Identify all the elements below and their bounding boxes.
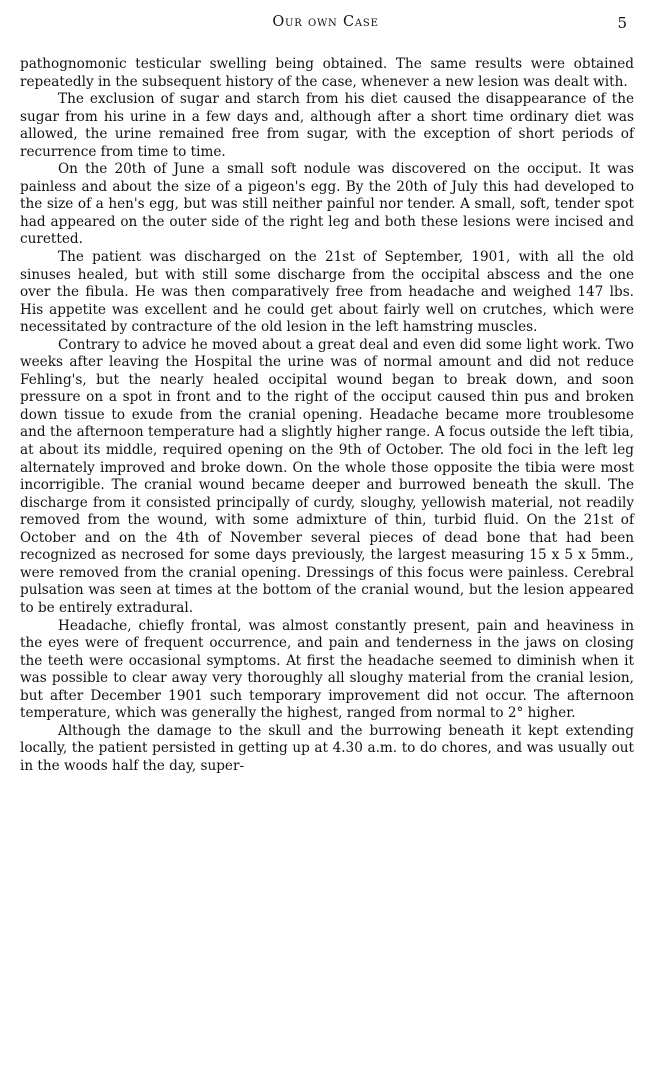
paragraph-diet: The exclusion of sugar and starch from his diet caused the disappearance of the sugar from his urine in a few days and, although after a short time ordinary diet was allowed, the urine remained free from sugar, with the exception of short periods of recurrence from time to time. (20, 91, 634, 160)
paragraph-occiput-nodule: On the 20th of June a small soft nodule was discovered on the occiput. It was painless and about the size of a pigeon's egg. By the 20th of July this had developed to the size of a hen's egg, but was still neither painful nor tender. A small, soft, tender spot had appeared on the outer side of the right leg and both these lesions were incised and curetted. (20, 161, 634, 248)
running-header (18, 14, 633, 38)
paragraph-discharge: The patient was discharged on the 21st of September, 1901, with all the old sinuses healed, but with still some discharge from the occipital abscess and the one over the fibula. He was then comparatively free from headache and weighed 147 lbs. His appetite was excellent and he could get about fairly well on crutches, which were necessitated by contracture of the old lesion in the left hamstring muscles. (20, 249, 634, 336)
page-number: 5 (617, 14, 627, 32)
running-title: Our own Case (272, 14, 379, 30)
paragraph-skull-damage: Although the damage to the skull and the burrowing beneath it kept extending locally, the patient persisted in getting up at 4.30 a.m. to do chores, and was usually out in the woods half the day, super- (20, 722, 634, 774)
body-text (20, 56, 634, 775)
paragraph-headache: Headache, chiefly frontal, was almost constantly present, pain and heaviness in the eyes were of frequent occurrence, and pain and tenderness in the jaws on closing the teeth were occasional symptoms. At first the headache seemed to diminish when it was possible to clear away very thoroughly all sloughy material from the cranial lesion, but after December 1901 such temporary improvement did not occur. The afternoon temperature, which was generally the highest, ranged from normal to 2° higher. (20, 617, 634, 722)
paragraph-continued: pathognomonic testicular swelling being obtained. The same results were obtained repeatedly in the subsequent history of the case, whenever a new lesion was dealt with. (20, 56, 634, 90)
paragraph-cranial-wound: Contrary to advice he moved about a great deal and even did some light work. Two weeks after leaving the Hospital the urine was of normal amount and did not reduce Fehling's, but the nearly healed occipital wound began to break down, and soon pressure on a spot in front and to the right of the occiput caused thin pus and broken down tissue to exude from the cranial opening. Headache became more troublesome and the afternoon temperature had a slightly higher range. A focus outside the left tibia, at about its middle, required opening on the 9th of October. The old foci in the left leg alternately improved and broke down. On the whole those opposite the tibia were most incorrigible. The cranial wound became deeper and burrowed beneath the skull. The discharge from it consisted principally of curdy, sloughy, yellowish material, not readily removed from the wound, with some admixture of thin, turbid fluid. On the 21st of October and on the 4th of November several pieces of dead bone that had been recognized as necrosed for some days previously, the largest measuring 15 x 5 x 5mm., were removed from the cranial opening. Dressings of this focus were painless. Cerebral pulsation was seen at times at the bottom of the cranial wound, but the lesion appeared to be entirely extradural. (20, 336, 634, 616)
